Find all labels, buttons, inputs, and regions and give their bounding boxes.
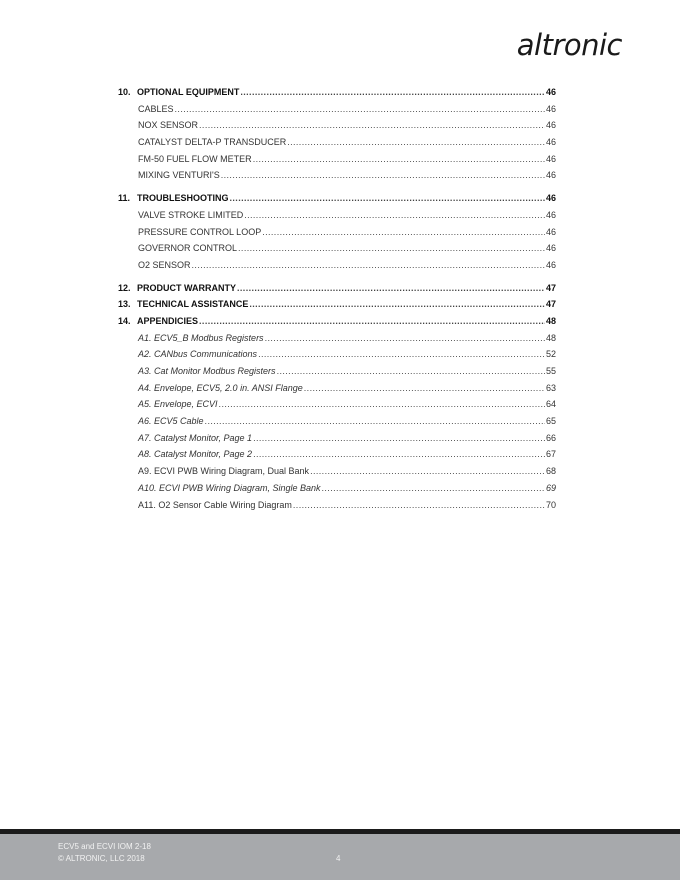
toc-subsection-entry[interactable]	[118, 240, 556, 257]
toc-dot-leader	[322, 480, 545, 497]
toc-section-entry[interactable]	[118, 190, 556, 207]
toc-page-number: 66	[545, 432, 556, 443]
toc-entry-title: TROUBLESHOOTING	[137, 193, 229, 204]
toc-entry-title: A10. ECVI PWB Wiring Diagram, Single Bank	[138, 482, 321, 493]
toc-dot-leader	[258, 346, 545, 363]
toc-dot-leader	[221, 167, 545, 184]
toc-page-number: 46	[545, 259, 556, 270]
toc-subsection-entry[interactable]	[118, 413, 556, 430]
toc-page-number: 46	[545, 226, 556, 237]
toc-entry-title: PRESSURE CONTROL LOOP	[138, 226, 262, 237]
toc-dot-leader	[192, 257, 545, 274]
toc-entry-title: VALVE STROKE LIMITED	[138, 209, 244, 220]
toc-subsection-entry[interactable]	[118, 167, 556, 184]
toc-subsection-entry[interactable]	[118, 101, 556, 118]
toc-page-number: 70	[545, 499, 556, 510]
toc-entry-title: A9. ECVI PWB Wiring Diagram, Dual Bank	[138, 466, 310, 477]
toc-dot-leader	[265, 330, 545, 347]
toc-page-number: 52	[545, 349, 556, 360]
toc-page-number: 48	[545, 332, 556, 343]
toc-entry-title: CABLES	[138, 103, 174, 114]
toc-section-entry[interactable]	[118, 296, 556, 313]
toc-entry-title: A3. Cat Monitor Modbus Registers	[138, 366, 276, 376]
table-of-contents	[118, 84, 556, 513]
toc-dot-leader	[253, 430, 545, 447]
toc-page-number: 69	[545, 482, 556, 493]
toc-page-number: 46	[545, 120, 556, 131]
toc-page-number: 46	[545, 193, 556, 204]
toc-subsection-entry[interactable]	[118, 257, 556, 274]
toc-dot-leader	[253, 151, 545, 168]
toc-entry-title: A2. CANbus Communications	[138, 349, 258, 360]
toc-entry-title: A7. Catalyst Monitor, Page 1	[138, 432, 253, 443]
toc-subsection-entry[interactable]	[118, 207, 556, 224]
toc-page-number: 46	[545, 243, 556, 254]
toc-entry-title: APPENDICIES	[137, 315, 199, 326]
toc-subsection-entry[interactable]	[118, 463, 556, 480]
page-footer	[0, 829, 680, 880]
toc-page-number: 63	[545, 382, 556, 393]
toc-entry-title: A5. Envelope, ECVI	[138, 399, 218, 410]
toc-dot-leader	[244, 207, 545, 224]
toc-subsection-entry[interactable]	[118, 363, 556, 380]
toc-entry-title: OPTIONAL EQUIPMENT	[137, 87, 240, 97]
toc-entry-title: GOVERNOR CONTROL	[138, 243, 238, 254]
toc-dot-leader	[287, 134, 545, 151]
toc-dot-leader	[253, 446, 545, 463]
toc-entry-title: CATALYST DELTA-P TRANSDUCER	[138, 137, 287, 148]
toc-entry-title: PRODUCT WARRANTY	[137, 282, 236, 293]
toc-section-entry[interactable]	[118, 280, 556, 297]
toc-section-number: 12.	[118, 282, 131, 293]
toc-entry-title: A4. Envelope, ECV5, 2.0 in. ANSI Flange	[138, 382, 303, 393]
toc-dot-leader	[199, 313, 545, 330]
toc-dot-leader	[304, 380, 545, 397]
toc-subsection-entry[interactable]	[118, 497, 556, 514]
toc-entry-title: A1. ECV5_B Modbus Registers	[138, 332, 264, 343]
toc-page-number: 46	[545, 87, 556, 97]
toc-subsection-entry[interactable]	[118, 396, 556, 413]
toc-dot-leader	[277, 363, 545, 380]
toc-dot-leader	[175, 101, 545, 118]
toc-subsection-entry[interactable]	[118, 330, 556, 347]
toc-subsection-entry[interactable]	[118, 380, 556, 397]
toc-page-number: 55	[545, 366, 556, 376]
toc-dot-leader	[199, 117, 545, 134]
toc-subsection-entry[interactable]	[118, 151, 556, 168]
toc-dot-leader	[293, 497, 545, 514]
toc-page-number: 46	[545, 209, 556, 220]
toc-entry-title: NOX SENSOR	[138, 120, 199, 131]
footer-page-number: 4	[336, 854, 341, 863]
toc-entry-title: TECHNICAL ASSISTANCE	[137, 299, 249, 310]
toc-subsection-entry[interactable]	[118, 224, 556, 241]
toc-page-number: 64	[545, 399, 556, 410]
toc-dot-leader	[205, 413, 545, 430]
toc-page-number: 46	[545, 137, 556, 148]
footer-document-title: ECV5 and ECVI IOM 2-18	[58, 842, 151, 851]
toc-subsection-entry[interactable]	[118, 346, 556, 363]
toc-section-number: 14.	[118, 315, 131, 326]
altronic-logo: altronic	[516, 28, 622, 62]
toc-section-number: 11.	[118, 193, 131, 204]
toc-subsection-entry[interactable]	[118, 117, 556, 134]
toc-section-entry[interactable]	[118, 313, 556, 330]
toc-section-entry[interactable]	[118, 84, 556, 101]
toc-subsection-entry[interactable]	[118, 446, 556, 463]
toc-entry-title: A8. Catalyst Monitor, Page 2	[138, 449, 253, 460]
toc-dot-leader	[240, 84, 545, 101]
footer-copyright: © ALTRONIC, LLC 2018	[58, 854, 145, 863]
toc-page-number: 47	[545, 282, 556, 293]
toc-entry-title: O2 SENSOR	[138, 259, 191, 270]
toc-dot-leader	[310, 463, 545, 480]
toc-entry-title: FM-50 FUEL FLOW METER	[138, 153, 252, 164]
toc-entry-title: MIXING VENTURI'S	[138, 170, 220, 181]
toc-entry-title: A6. ECV5 Cable	[138, 416, 204, 427]
toc-page-number: 65	[545, 416, 556, 427]
toc-section-number: 10.	[118, 87, 131, 97]
toc-dot-leader	[230, 190, 545, 207]
toc-page-number: 48	[545, 315, 556, 326]
toc-dot-leader	[238, 240, 545, 257]
toc-page-number: 46	[545, 153, 556, 164]
toc-page-number: 68	[545, 466, 556, 477]
toc-page-number: 46	[545, 170, 556, 181]
toc-dot-leader	[237, 280, 545, 297]
toc-subsection-entry[interactable]	[118, 480, 556, 497]
toc-page-number: 47	[545, 299, 556, 310]
toc-entry-title: A11. O2 Sensor Cable Wiring Diagram	[138, 499, 292, 510]
toc-dot-leader	[249, 296, 545, 313]
toc-page-number: 67	[545, 449, 556, 460]
toc-dot-leader	[262, 224, 545, 241]
toc-page-number: 46	[545, 103, 556, 114]
toc-dot-leader	[219, 396, 545, 413]
toc-subsection-entry[interactable]	[118, 430, 556, 447]
toc-subsection-entry[interactable]	[118, 134, 556, 151]
toc-section-number: 13.	[118, 299, 131, 310]
